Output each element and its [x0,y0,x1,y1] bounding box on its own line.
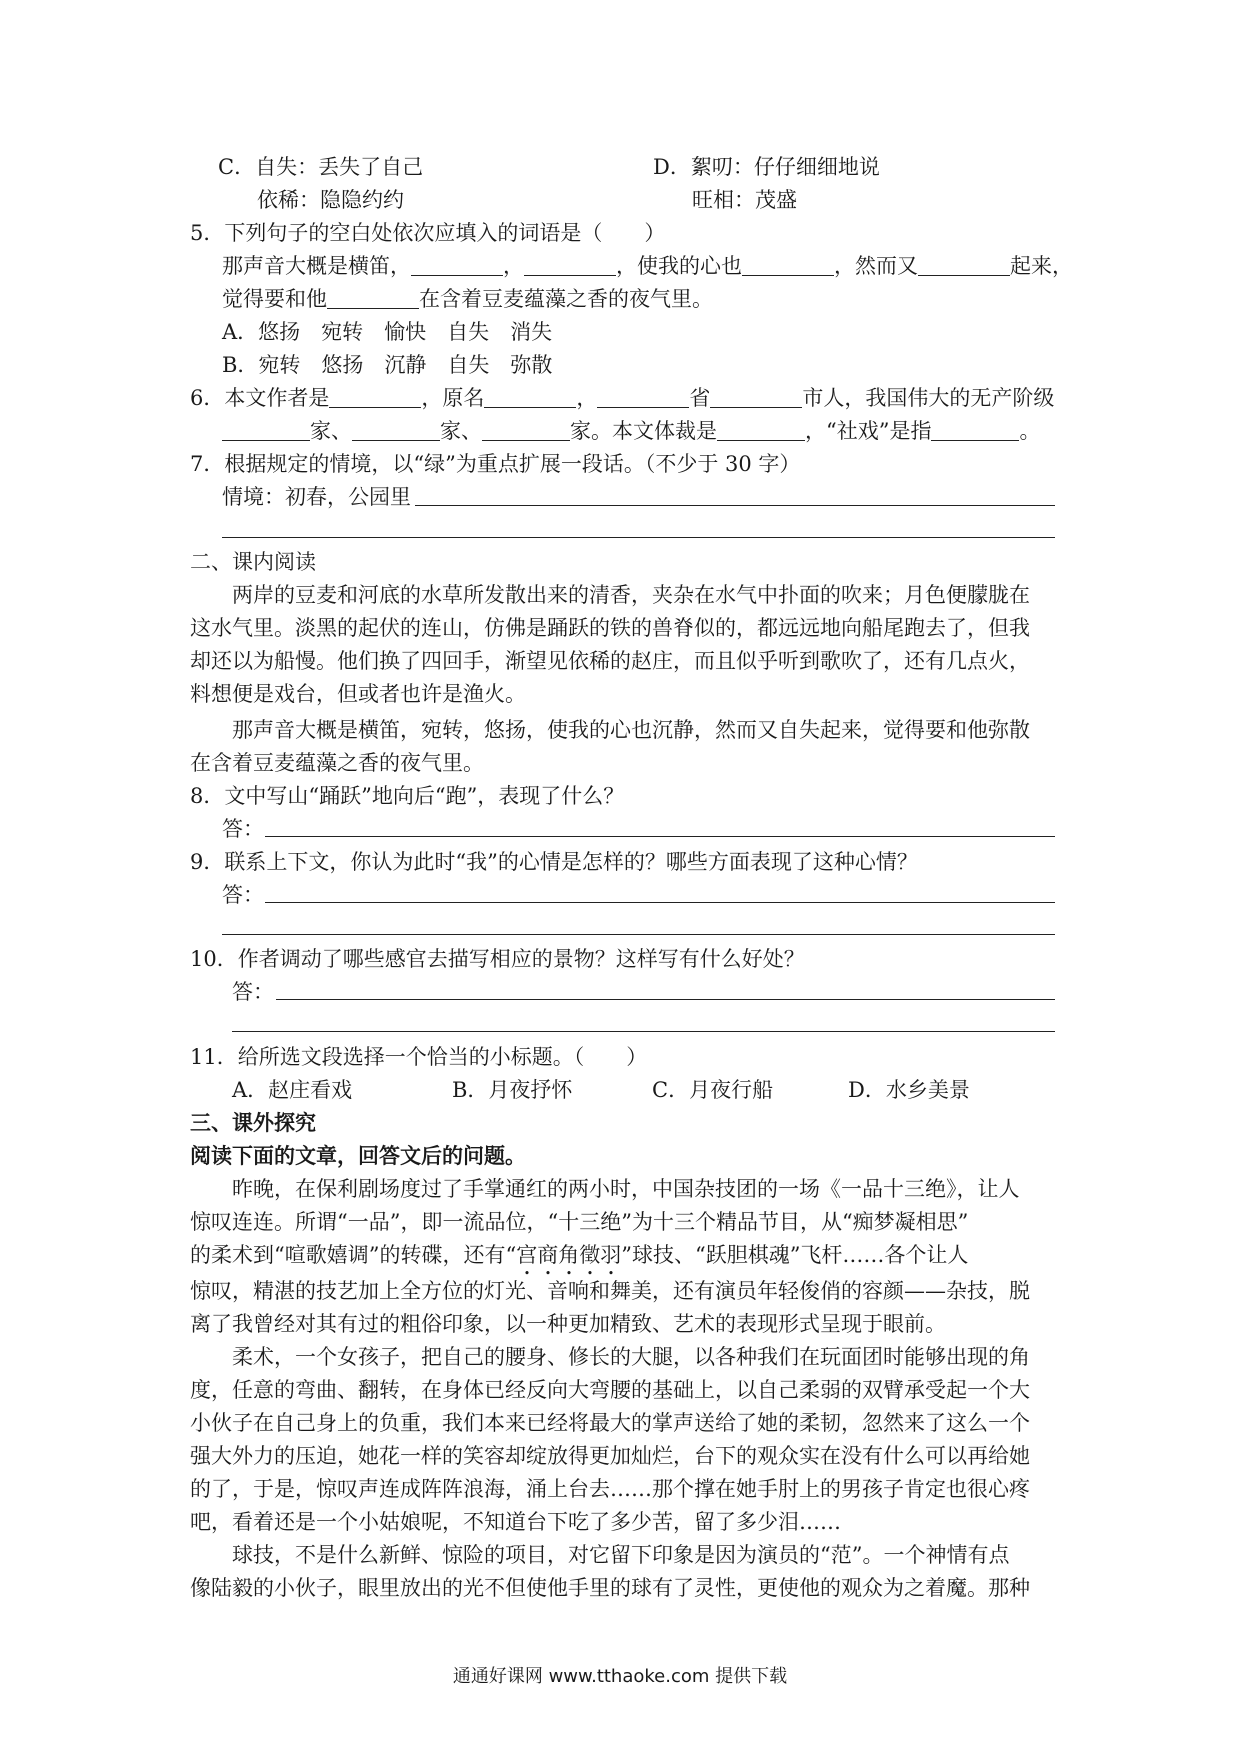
q5-option-b: B．宛转 悠扬 沉静 自失 弥散 [222,353,553,377]
article-p2-line-5: 的了，于是，惊叹声连成阵阵浪海，涌上台去……那个撑在她手肘上的男孩子肯定也很心疼 [190,1477,1030,1501]
q9-answer-line-2[interactable] [222,934,1055,935]
q6-blank-city[interactable] [710,385,802,408]
q7-answer-line-1[interactable] [415,505,1055,506]
q5-blank-3[interactable] [742,253,834,276]
q11-option-c: C．月夜行船 [652,1078,774,1102]
passage1-line-2: 这水气里。淡黑的起伏的连山，仿佛是踊跃的铁的兽脊似的，都远远地向船尾跑去了，但我 [190,616,1030,640]
q5-sentence-line2: 觉得要和他 在含着豆麦蕴藻之香的夜气里。 [222,287,713,311]
q5-blank-2[interactable] [524,253,616,276]
q5-stem: 5．下列句子的空白处依次应填入的词语是（ ） [190,221,666,245]
q10-answer-line-1[interactable] [276,999,1055,1000]
q4-option-c-second: 依稀：隐隐约约 [257,188,404,212]
q6-blank-author[interactable] [329,385,421,408]
q5-blank-1[interactable] [411,253,503,276]
passage1-line-4: 料想便是戏台，但或者也许是渔火。 [190,682,526,706]
article-p1-line-2: 惊叹连连。所谓“一品”，即一流品位，“十三绝”为十三个精品节目，从“痴梦凝相思” [190,1210,969,1234]
section-2-title: 二、课内阅读 [190,550,316,574]
q4-option-d-second: 旺相：茂盛 [692,188,797,212]
q11-stem: 11．给所选文段选择一个恰当的小标题。（ ） [190,1045,648,1069]
article-p2-line-4: 强大外力的压迫，她花一样的笑容却绽放得更加灿烂，台下的观众实在没有什么可以再给她 [190,1444,1030,1468]
passage1-line-3: 却还以为船慢。他们换了四回手，渐望见依稀的赵庄，而且似乎听到歌吹了，还有几点火， [190,649,1030,673]
article-p1-line-5: 离了我曾经对其有过的粗俗印象，以一种更加精致、艺术的表现形式呈现于眼前。 [190,1312,946,1336]
article-p3-line-2: 像陆毅的小伙子，眼里放出的光不但使他手里的球有了灵性，更使他的观众为之着魔。那种 [190,1576,1030,1600]
section-3-title: 三、课外探究 [190,1110,316,1135]
q8-answer-line[interactable] [265,836,1055,837]
q4-option-d: D．絮叨：仔仔细细地说 [653,155,880,179]
q9-answer-line-1[interactable] [265,902,1055,903]
article-p2-line-2: 度，任意的弯曲、翻转，在身体已经反向大弯腰的基础上，以自己柔弱的双臂承受起一个大 [190,1378,1030,1402]
section-3-instruction: 阅读下面的文章，回答文后的问题。 [190,1143,526,1168]
q9-answer-label: 答： [222,883,264,907]
passage1-line-1: 两岸的豆麦和河底的水草所发散出来的清香，夹杂在水气中扑面的吹来；月色便朦胧在 [232,583,1030,607]
q6-blank-title-1[interactable] [222,418,310,441]
q6-blank-shexi[interactable] [931,418,1019,441]
q5-blank-4[interactable] [918,253,1010,276]
q10-answer-label: 答： [232,980,274,1004]
q6-blank-title-3[interactable] [482,418,570,441]
article-p2-line-1: 柔术，一个女孩子，把自己的腰身、修长的大腿，以各种我们在玩面团时能够出现的角 [232,1345,1030,1369]
article-p1-line-3: 的柔术到“喧歌嬉调”的转碟，还有“宫商角徵羽”球技、“跃胆棋魂”飞杆……各个让人 [190,1243,969,1267]
article-p1-line-4: 惊叹，精湛的技艺加上全方位的灯光、音响和舞美，还有演员年轻俊俏的容颜——杂技，脱 [190,1279,1030,1303]
emphasized-term: 宫商角徵羽 [516,1243,622,1267]
q8-answer-label: 答： [222,817,264,841]
passage2-line-2: 在含着豆麦蕴藻之香的夜气里。 [190,751,484,775]
q7-stem: 7．根据规定的情境，以“绿”为重点扩展一段话。（不少于 30 字） [190,452,801,476]
q11-option-d: D．水乡美景 [848,1078,970,1102]
q10-answer-line-2[interactable] [232,1031,1055,1032]
q10-stem: 10．作者调动了哪些感官去描写相应的景物？这样写有什么好处？ [190,947,805,971]
q9-stem: 9．联系上下文，你认为此时“我”的心情是怎样的？哪些方面表现了这种心情？ [190,850,918,874]
q6-blank-genre[interactable] [717,418,805,441]
q11-option-a: A．赵庄看戏 [232,1078,353,1102]
q6-blank-title-2[interactable] [352,418,440,441]
q7-answer-line-2[interactable] [222,537,1055,538]
q5-option-a: A．悠扬 宛转 愉快 自失 消失 [222,320,553,344]
article-p1-line-1: 昨晚，在保利剧场度过了手掌通红的两小时，中国杂技团的一场《一品十三绝》，让人 [232,1177,1020,1201]
passage2-line-1: 那声音大概是横笛，宛转，悠扬，使我的心也沉静，然而又自失起来，觉得要和他弥散 [232,718,1030,742]
q8-stem: 8．文中写山“踊跃”地向后“跑”，表现了什么？ [190,784,625,808]
q6-line2: 家、 家、 家。本文体裁是 ，“社戏”是指 。 [222,416,1040,446]
q4-option-c: C．自失：丢失了自己 [218,155,424,179]
q7-scene: 情境：初春，公园里 [222,485,411,509]
q6-blank-original-name[interactable] [484,385,576,408]
article-p2-line-3: 小伙子在自己身上的负重，我们本来已经将最大的掌声送给了她的柔韧，忽然来了这么一个 [190,1411,1030,1435]
q11-option-b: B．月夜抒怀 [452,1078,573,1102]
q6-line1: 6．本文作者是 ，原名 ， 省 市人，我国伟大的无产阶级 [190,386,1055,410]
page-footer: 通通好课网 www.tthaoke.com 提供下载 [452,1666,788,1687]
article-p2-line-6: 吧，看着还是一个小姑娘呢，不知道台下吃了多少苦，留了多少泪…… [190,1510,841,1534]
q5-sentence-line1: 那声音大概是横笛， ， ，使我的心也 ，然而又 起来， [222,254,1073,278]
q6-blank-province[interactable] [597,385,689,408]
q5-blank-5[interactable] [327,286,419,309]
article-p3-line-1: 球技，不是什么新鲜、惊险的项目，对它留下印象是因为演员的“范”。一个神情有点 [232,1543,1010,1567]
